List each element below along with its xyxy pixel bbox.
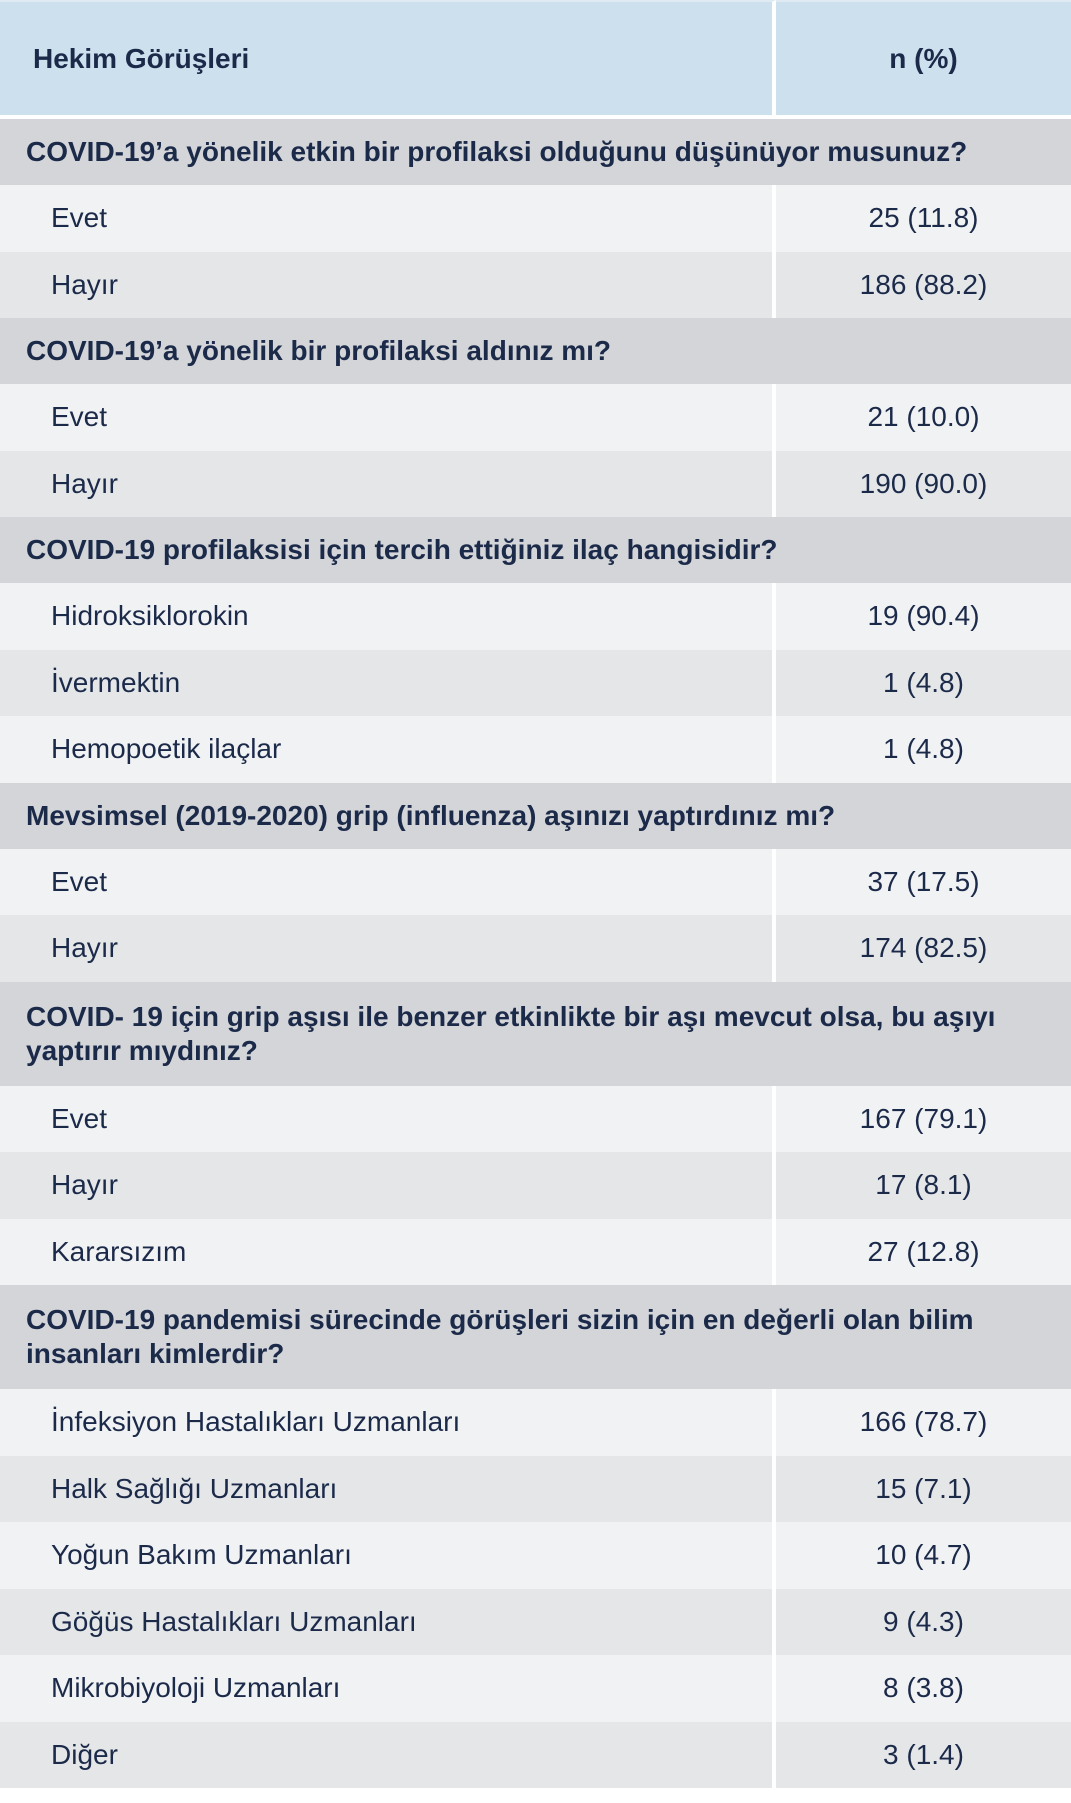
- table-row: [0, 849, 1071, 916]
- row-label: Hidroksiklorokin: [0, 583, 776, 650]
- row-label: İvermektin: [0, 650, 776, 717]
- table-row: [0, 1655, 1071, 1722]
- row-value: 186 (88.2): [859, 268, 988, 300]
- row-value: 37 (17.5): [867, 865, 980, 897]
- table-row: [0, 1722, 1071, 1789]
- row-label: Diğer: [0, 1722, 776, 1789]
- table-row: [0, 583, 1071, 650]
- row-label: Evet: [0, 185, 776, 252]
- row-label: Evet: [0, 849, 776, 916]
- header-col-percent: n (%): [776, 0, 1071, 115]
- row-value: 19 (90.4): [867, 600, 980, 632]
- row-label: Yoğun Bakım Uzmanları: [0, 1522, 776, 1589]
- table-row: [0, 1086, 1071, 1153]
- table-row: [0, 915, 1071, 982]
- row-label: Mikrobiyoloji Uzmanları: [0, 1655, 776, 1722]
- row-value: 190 (90.0): [859, 467, 988, 499]
- row-label: Hayır: [0, 1152, 776, 1219]
- row-label: Hayır: [0, 451, 776, 518]
- row-value: 174 (82.5): [859, 932, 988, 964]
- section-title: COVID- 19 için grip aşısı ile benzer etkinlikte bir aşı mevcut olsa, bu aşıyı yaptırır mıydınız?: [0, 982, 1071, 1086]
- table-row: [0, 650, 1071, 717]
- row-label: Göğüs Hastalıkları Uzmanları: [0, 1589, 776, 1656]
- table-row: [0, 1152, 1071, 1219]
- table-row: [0, 384, 1071, 451]
- table-row: [0, 1589, 1071, 1656]
- table-row: [0, 1219, 1071, 1286]
- table-header: [0, 0, 1071, 115]
- table-row: [0, 185, 1071, 252]
- row-label: Hayır: [0, 252, 776, 319]
- row-value: 27 (12.8): [867, 1235, 980, 1267]
- row-value: 8 (3.8): [883, 1672, 964, 1704]
- row-value: 25 (11.8): [868, 202, 979, 234]
- table-row: [0, 1522, 1071, 1589]
- row-label: İnfeksiyon Hastalıkları Uzmanları: [0, 1389, 776, 1456]
- row-value: 166 (78.7): [859, 1406, 988, 1438]
- section-title: COVID-19 pandemisi sürecinde görüşleri sizin için en değerli olan bilim insanları kimlerdir?: [0, 1285, 1071, 1389]
- row-label: Halk Sağlığı Uzmanları: [0, 1456, 776, 1523]
- section-title: COVID-19 profilaksisi için tercih ettiğiniz ilaç hangisidir?: [0, 517, 1071, 583]
- row-label: Evet: [0, 1086, 776, 1153]
- section-title: COVID-19’a yönelik bir profilaksi aldınız mı?: [0, 318, 1071, 384]
- row-value: 9 (4.3): [883, 1605, 964, 1637]
- row-value: 10 (4.7): [875, 1539, 972, 1571]
- table-row: [0, 1456, 1071, 1523]
- row-value: 1 (4.8): [883, 666, 964, 698]
- row-value: 3 (1.4): [883, 1738, 964, 1770]
- table-row: [0, 1389, 1071, 1456]
- row-label: Hemopoetik ilaçlar: [0, 716, 776, 783]
- row-value: 1 (4.8): [883, 733, 964, 765]
- row-value: 15 (7.1): [875, 1472, 972, 1504]
- row-value: 167 (79.1): [859, 1102, 988, 1134]
- table-row: [0, 252, 1071, 319]
- table-row: [0, 716, 1071, 783]
- row-value: 21 (10.0): [867, 401, 980, 433]
- section-title: COVID-19’a yönelik etkin bir profilaksi olduğunu düşünüyor musunuz?: [0, 119, 1071, 185]
- table-row: [0, 451, 1071, 518]
- row-value: 17 (8.1): [875, 1169, 972, 1201]
- header-col-opinions: Hekim Görüşleri: [0, 0, 776, 115]
- row-label: Evet: [0, 384, 776, 451]
- section-title: Mevsimsel (2019-2020) grip (influenza) aşınızı yaptırdınız mı?: [0, 783, 1071, 849]
- row-label: Hayır: [0, 915, 776, 982]
- row-label: Kararsızım: [0, 1219, 776, 1286]
